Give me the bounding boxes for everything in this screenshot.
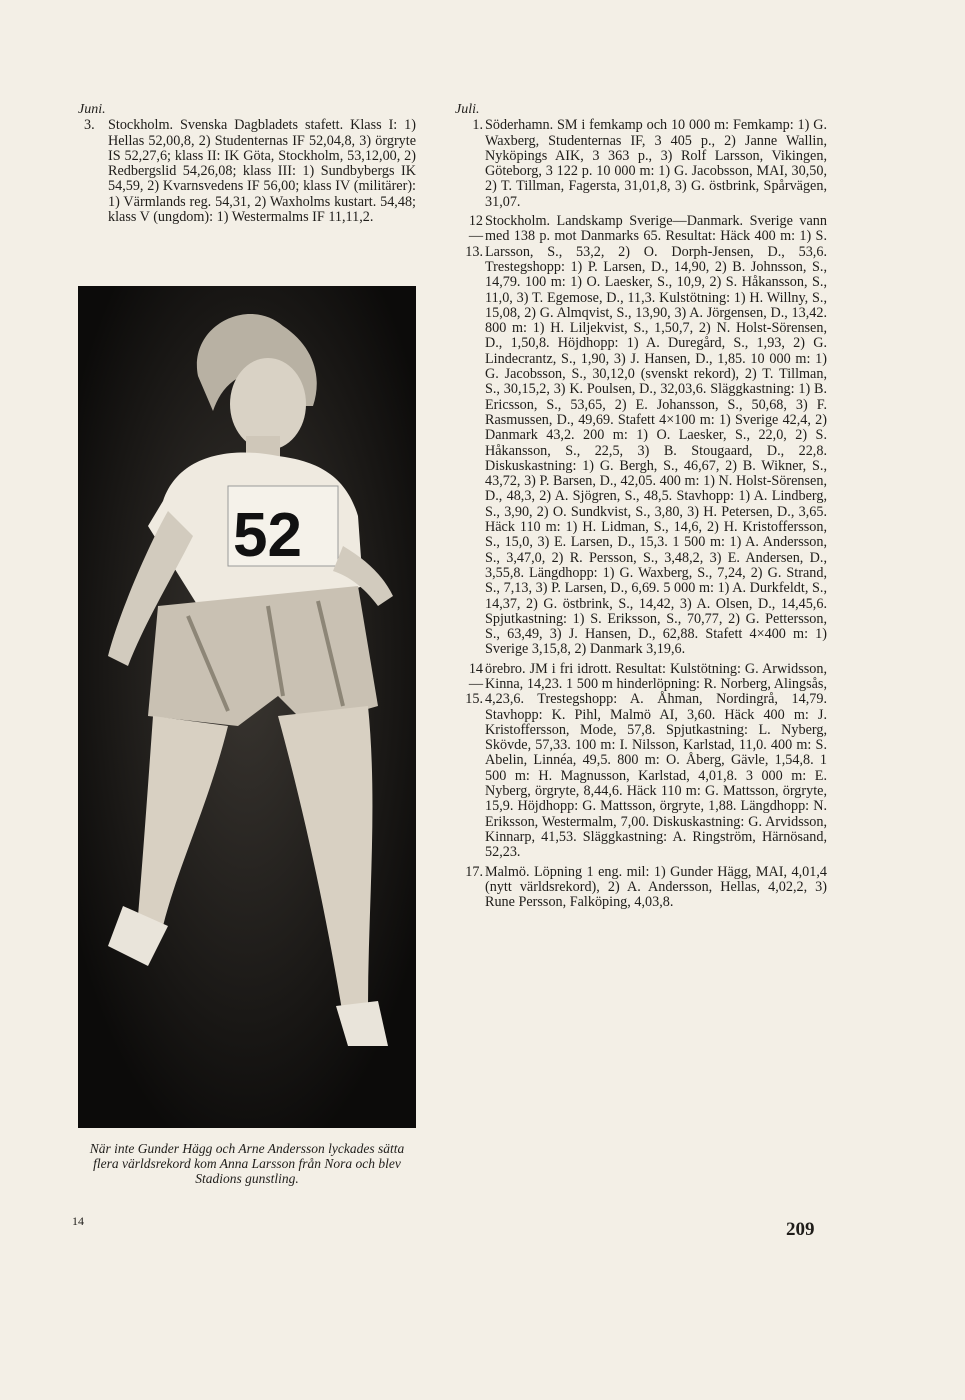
result-entry — [78, 118, 416, 225]
left-column — [78, 102, 416, 229]
entry-text: Söderhamn. SM i femkamp och 10 000 m: Femkamp: 1) G. Waxberg, Studenternas IF, 3 405 p., 2) Janne Wallin, Nyköpings AIK, 3 363 p., 3) Rolf Larsson, Vikingen, Göteborg, 3 122 p. 10 000 m: 1) G. Jacobsson, MAI, 30,50, 2) T. Tillman, Fagersta, 31,01,8, 3) G. östbrink, Spårvägen, 31,07. — [485, 117, 827, 210]
month-heading: Juni. — [78, 102, 106, 117]
entry-date: 12—13. — [465, 213, 483, 260]
right-column — [455, 102, 827, 914]
entry-date: 14—15. — [465, 660, 483, 708]
runner-photograph — [78, 286, 416, 1128]
entry-text: örebro. JM i fri idrott. Resultat: Kulstötning: G. Arwidsson, Kinna, 14,23. 1 500 m hinderlöpning: R. Norberg, Alingsås, 4,23,6. Trestegshopp: A. Åhman, Nordingrå, 14,79. Stavhopp: K. Pihl, Malmö AI, 3,60. Häck 400 m: J. Kristoffersson, Mode, 57,8. Spjutkastning: L. Nyberg, Skövde, 57,33. 100 m: I. Nilsson, Karlstad, 11,0. 400 m: S. Abelin, Linnéa, 49,5. 800 m: O. Åberg, Gävle, 1,54,8. 1 500 m: H. Magnusson, Karlstad, 4,01,8. 3 000 m: E. Nyberg, örgryte, 8,44,6. Häck 110 m: G. Mattsson, örgryte, 15,9. Höjdhopp: G. Mattsson, örgryte, 1,88. Längdhopp: N. Eriksson, Westermalm, 7,00. Diskuskastning: G. Arvidsson, Kinnarp, 41,53. Släggkastning: A. Ringström, Härnösand, 52,23. — [485, 660, 827, 861]
month-heading: Juli. — [455, 102, 480, 117]
photo-caption: När inte Gunder Hägg och Arne Andersson lyckades sätta flera världsrekord kom Anna Larsson från Nora och blev Stadions gunstling. — [89, 1141, 405, 1186]
result-entry — [455, 214, 827, 658]
entry-date: 1. — [472, 117, 483, 134]
result-entry — [455, 865, 827, 911]
bib-number: 52 — [233, 501, 302, 570]
entry-text: Malmö. Löpning 1 eng. mil: 1) Gunder Hägg, MAI, 4,01,4 (nytt världsrekord), 2) A. Andersson, Hellas, 4,02,2, 3) Rune Persson, Falköping, 4,03,8. — [485, 863, 827, 911]
signature-number: 14 — [72, 1214, 84, 1228]
entry-date: 17. — [465, 863, 483, 880]
result-entry — [455, 118, 827, 210]
entry-text: Stockholm. Svenska Dagbladets stafett. Klass I: 1) Hellas 52,00,8, 2) Studenternas IF 52,04,8, 3) örgryte IS 52,27,6; klass II: IK Göta, Stockholm, 53,12,00, 2) Redbergslid 54,26,08; klass III: 1) Sundbybergs IK 54,59, 2) Kvarnsvedens IF 56,00; klass IV (militärer): 1) Värmlands reg. 54,31, 2) Waxholms kustart. 54,48; klass V (ungdom): 1) Westermalms IF 11,11,2. — [108, 117, 416, 226]
entry-date: 3. — [84, 117, 95, 134]
page-number: 209 — [786, 1219, 815, 1240]
result-entry — [455, 662, 827, 861]
entry-text: Stockholm. Landskamp Sverige—Danmark. Sverige vann med 138 p. mot Danmarks 65. Resultat: Häck 400 m: 1) S. Larsson, S., 53,2, 2) O. Dorph-Jensen, D., 53,6. Trestegshopp: 1) P. Larsen, D., 14,90, 2) B. Johnsson, S., 14,79. 100 m: 1) O. Laesker, S., 10,9, 2) S. Håkansson, S., 11,0, 3) T. Egemose, D., 11,3. Kulstötning: 1) H. Willny, S., 15,08, 2) G. Almqvist, S., 13,90, 3) A. Jörgensen, D., 13,42. 800 m: 1) H. Liljekvist, S., 1,50,7, 2) N. Holst-Sörensen, D., 1,50,8. Höjdhopp: 1) A. Duregård, S., 1,93, 2) G. Lindecrantz, S., 1,90, 3) J. Hansen, D., 1,85. 10 000 m: 1) G. Jacobsson, S., 30,12,0 (svenskt rekord), 2) T. Tillman, S., 30,15,2, 3) K. Poulsen, D., 32,03,6. Släggkastning: 1) B. Ericsson, S., 53,65, 2) E. Johansson, S., 50,68, 3) F. Rasmussen, D., 49,69. Stafett 4×100 m: 1) Sverige 42,4, 2) Danmark 43,2. 200 m: 1) O. Laesker, S., 22,0, 2) S. Håkansson, S., 22,5, 3) B. Stougaard, D., 22,8. Diskuskastning: 1) G. Bergh, S., 46,67, 2) B. Wikner, S., 43,72, 3) P. Barsen, D., 42,05. 400 m: 1) N. Holst-Sörensen, D., 48,3, 2) A. Sjögren, S., 48,5. Stavhopp: 1) A. Lindberg, S., 3,90, 2) O. Sundkvist, S., 3,80, 3) H. Petersen, D., 3,65. Häck 110 m: 1) H. Lidman, S., 14,6, 2) H. Kristoffersson, S., 15,0, 3) E. Larsen, D., 15,3. 1 500 m: 1) A. Andersson, S., 3,47,0, 2) R. Persson, S., 3,48,2, 3) E. Andersen, D., 3,55,8. Längdhopp: 1) G. Waxberg, S., 7,24, 2) G. Strand, S., 7,13, 3) P. Larsen, D., 6,69. 5 000 m: 1) A. Durkfeldt, S., 14,37, 2) G. östbrink, S., 14,42, 3) A. Olsen, D., 14,45,6. Spjutkastning: 1) S. Eriksson, S., 70,77, 2) G. Pettersson, S., 63,49, 3) J. Hansen, D., 62,88. Stafett 4×400 m: 1) Sverige 3,15,8, 2) Danmark 3,19,6. — [485, 213, 827, 658]
runner-figure-illustration — [78, 286, 416, 1128]
